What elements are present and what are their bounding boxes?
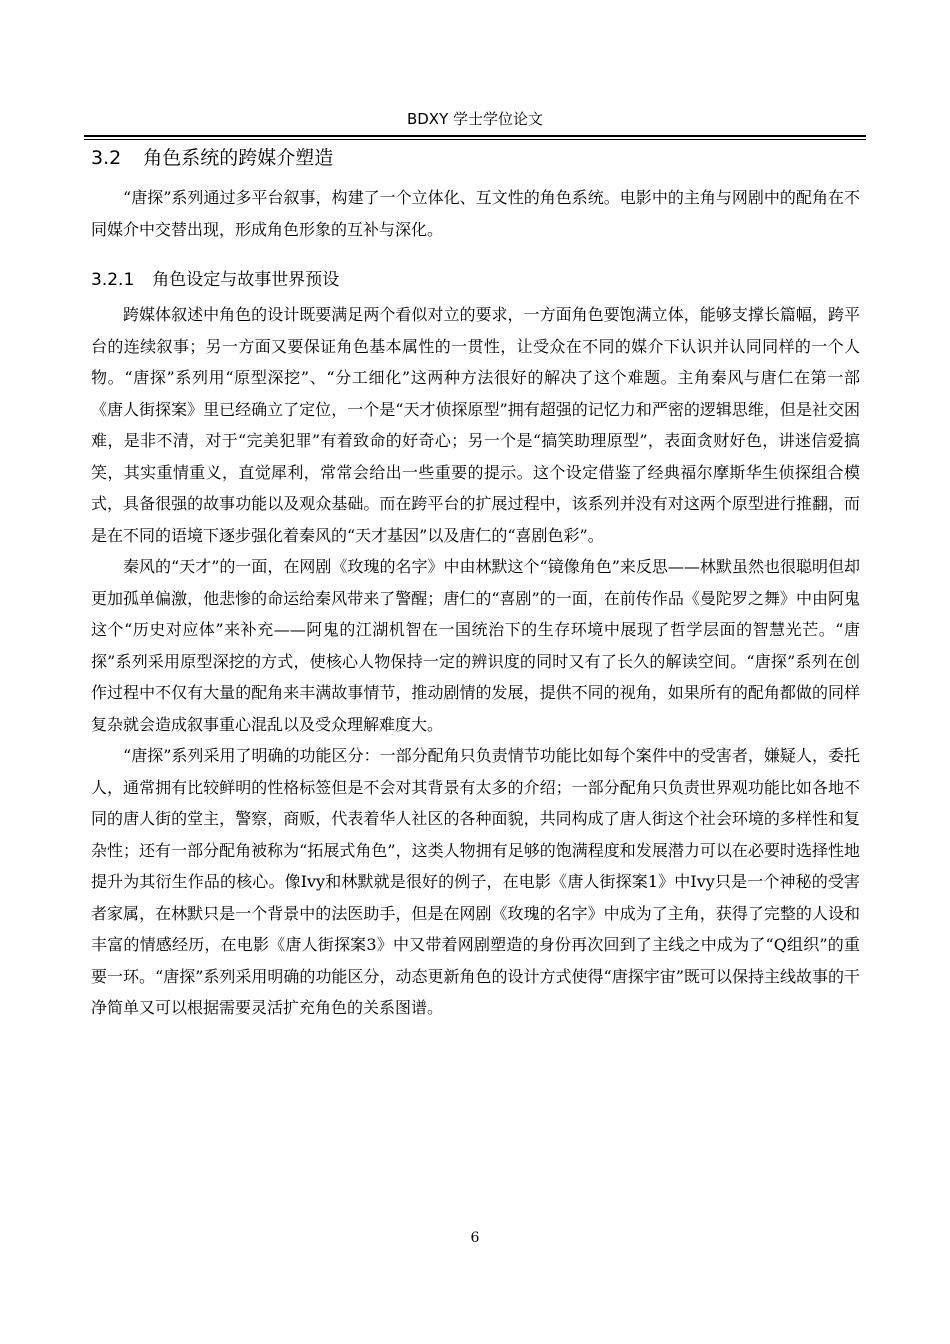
body-paragraph-1: 跨媒体叙述中角色的设计既要满足两个看似对立的要求，一方面角色要饱满立体，能够支撑长篇幅，跨平台的连续叙事；另一方面又要保证角色基本属性的一贯性，让受众在不同的媒介下认识并认同同样的一个人物。“唐探”系列用“原型深挖”、“分工细化”这两种方法很好的解决了这个难题。主角秦风与唐仁在第一部《唐人街探案》里已经确立了定位，一个是“天才侦探原型”拥有超强的记忆力和严密的逻辑思维，但是社交困难，是非不清，对于“完美犯罪”有着致命的好奇心；另一个是“搞笑助理原型”，表面贪财好色，讲迷信爱搞笑，其实重情重义，直觉犀利，常常会给出一些重要的提示。这个设定借鉴了经典福尔摩斯华生侦探组合模式，具备很强的故事功能以及观众基础。而在跨平台的扩展过程中，该系列并没有对这两个原型进行推翻，而是在不同的语境下逐步强化着秦风的“天才基因”以及唐仁的“喜剧色彩”。 (91, 305, 860, 545)
header-rule-thick (84, 135, 866, 137)
running-header: BDXY 学士学位论文 (406, 110, 544, 128)
page-number: 6 (470, 1230, 480, 1246)
section-intro-paragraph: “唐探”系列通过多平台叙事，构建了一个立体化、互文性的角色系统。电影中的主角与网剧中的配角在不同媒介中交替出现，形成角色形象的互补与深化。 (91, 188, 860, 239)
section-title: 角色系统的跨媒介塑造 (143, 147, 334, 169)
section-number: 3.2 (91, 147, 122, 169)
subsection-heading (91, 263, 860, 297)
body-paragraph-3: “唐探”系列采用了明确的功能区分：一部分配角只负责情节功能比如每个案件中的受害者，嫌疑人，委托人，通常拥有比较鲜明的性格标签但是不会对其背景有太多的介绍；一部分配角只负责世界观功能比如各地不同的唐人街的堂主，警察，商贩，代表着华人社区的各种面貌，共同构成了唐人街这个社会环境的多样性和复杂性；还有一部分配角被称为“拓展式角色”，这类人物拥有足够的饱满程度和发展潜力可以在必要时选择性地提升为其衍生作品的核心。像Ivy和林默就是很好的例子，在电影《唐人街探案1》中Ivy只是一个神秘的受害者家属，在林默只是一个背景中的法医助手，但是在网剧《玫瑰的名字》中成为了主角，获得了完整的人设和丰富的情感经历，在电影《唐人街探案3》中又带着网剧塑造的身份再次回到了主线之中成为了“Q组织”的重要一环。“唐探”系列采用明确的功能区分，动态更新角色的设计方式使得“唐探宇宙”既可以保持主线故事的干净简单又可以根据需要灵活扩充角色的关系图谱。 (91, 746, 860, 1017)
subsection-number: 3.2.1 (91, 270, 135, 290)
page-body (91, 140, 860, 1024)
section-heading (91, 140, 860, 176)
subsection-title: 角色设定与故事世界预设 (152, 270, 340, 290)
body-paragraph-2: 秦风的“天才”的一面，在网剧《玫瑰的名字》中由林默这个“镜像角色”来反思——林默虽然也很聪明但却更加孤单偏激，他悲惨的命运给秦风带来了警醒；唐仁的“喜剧”的一面，在前传作品《曼陀罗之舞》中由阿鬼这个“历史对应体”来补充——阿鬼的江湖机智在一国统治下的生存环境中展现了哲学层面的智慧光芒。“唐探”系列采用原型深挖的方式，使核心人物保持一定的辨识度的同时又有了长久的解读空间。“唐探”系列在创作过程中不仅有大量的配角来丰满故事情节，推动剧情的发展，提供不同的视角，如果所有的配角都做的同样复杂就会造成叙事重心混乱以及受众理解难度大。 (91, 557, 860, 734)
